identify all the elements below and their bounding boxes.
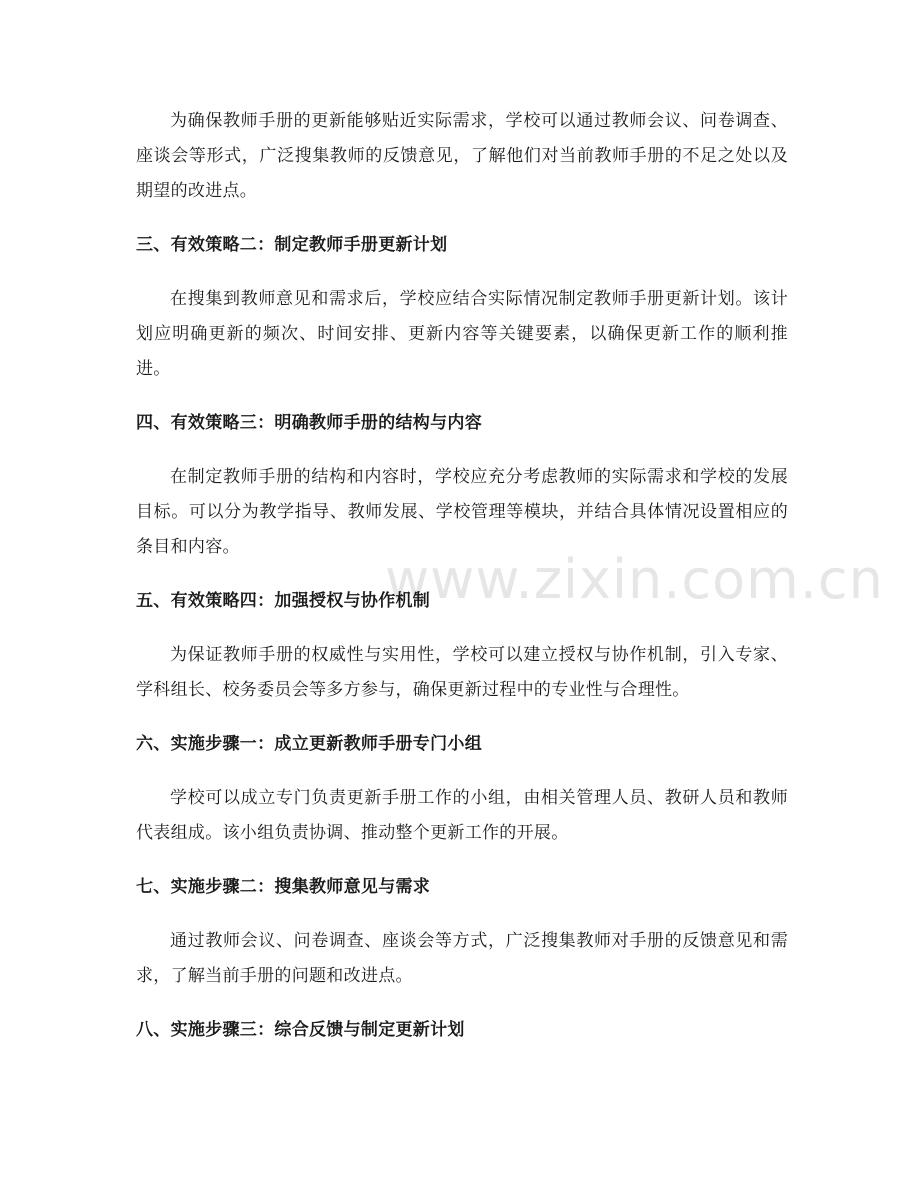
- paragraph-working-group: 学校可以成立专门负责更新手册工作的小组，由相关管理人员、教研人员和教师代表组成。该小组负责协调、推动整个更新工作的开展。: [136, 788, 788, 843]
- heading-step-two: 七、实施步骤二：搜集教师意见与需求: [136, 877, 431, 897]
- document-body: [136, 104, 788, 1048]
- paragraph-collect-opinions: 通过教师会议、问卷调查、座谈会等方式，广泛搜集教师对手册的反馈意见和需求，了解当前手册的问题和改进点。: [136, 931, 788, 986]
- paragraph-feedback-collection: 为确保教师手册的更新能够贴近实际需求，学校可以通过教师会议、问卷调查、座谈会等形式，广泛搜集教师的反馈意见，了解他们对当前教师手册的不足之处以及期望的改进点。: [136, 111, 788, 201]
- heading-strategy-four: 五、有效策略四：加强授权与协作机制: [136, 591, 431, 611]
- paragraph-structure-content: 在制定教师手册的结构和内容时，学校应充分考虑教师的实际需求和学校的发展目标。可以分为教学指导、教师发展、学校管理等模块，并结合具体情况设置相应的条目和内容。: [136, 467, 788, 557]
- heading-strategy-two: 三、有效策略二：制定教师手册更新计划: [136, 235, 448, 255]
- heading-strategy-three: 四、有效策略三：明确教师手册的结构与内容: [136, 413, 482, 433]
- paragraph-authorization: 为保证教师手册的权威性与实用性，学校可以建立授权与协作机制，引入专家、学科组长、校务委员会等多方参与，确保更新过程中的专业性与合理性。: [136, 645, 788, 700]
- heading-step-three: 八、实施步骤三：综合反馈与制定更新计划: [136, 1020, 465, 1040]
- paragraph-update-plan: 在搜集到教师意见和需求后，学校应结合实际情况制定教师手册更新计划。该计划应明确更新的频次、时间安排、更新内容等关键要素，以确保更新工作的顺利推进。: [136, 289, 788, 379]
- watermark: www.zixin.com.cn: [385, 548, 884, 611]
- heading-step-one: 六、实施步骤一：成立更新教师手册专门小组: [136, 734, 482, 754]
